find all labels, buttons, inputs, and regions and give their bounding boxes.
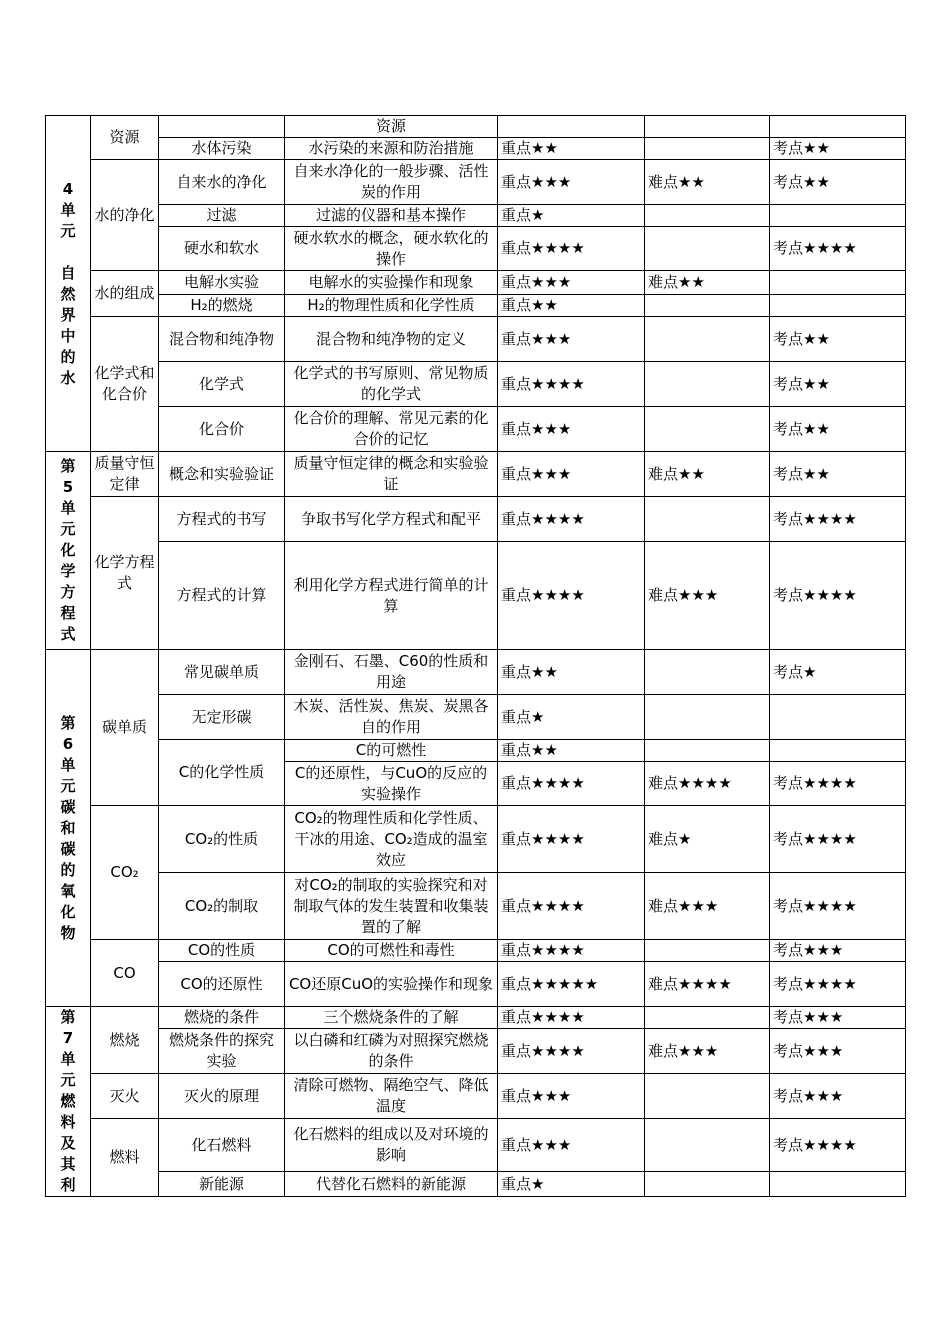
subtopic-cell: CO₂的制取 (159, 873, 285, 940)
subtopic-cell: 硬水和软水 (159, 227, 285, 271)
table-row (46, 295, 906, 317)
content-cell: CO的可燃性和毒性 (285, 940, 498, 962)
key-level-cell: 重点★★★ (498, 1074, 645, 1119)
exam-level-cell (770, 205, 906, 227)
table-row (46, 873, 906, 940)
key-level-cell: 重点★★★★ (498, 542, 645, 650)
exam-level-cell: 考点★★ (770, 452, 906, 497)
exam-level-cell: 考点★★★ (770, 1029, 906, 1074)
difficulty-level-cell (645, 205, 770, 227)
exam-level-cell: 考点★★★★ (770, 762, 906, 806)
difficulty-level-cell (645, 1119, 770, 1172)
exam-level-cell: 考点★★★ (770, 1007, 906, 1029)
table-row (46, 1029, 906, 1074)
exam-level-cell: 考点★★ (770, 317, 906, 362)
subtopic-cell: CO₂的性质 (159, 806, 285, 873)
content-cell: 对CO₂的制取的实验探究和对制取气体的发生装置和收集装置的了解 (285, 873, 498, 940)
difficulty-level-cell (645, 650, 770, 695)
key-level-cell: 重点★ (498, 1172, 645, 1197)
key-level-cell: 重点★★★ (498, 452, 645, 497)
key-level-cell: 重点★★★★ (498, 1029, 645, 1074)
key-level-cell: 重点★★★★ (498, 362, 645, 407)
subtopic-cell: 无定形碳 (159, 695, 285, 740)
content-cell: 过滤的仪器和基本操作 (285, 205, 498, 227)
exam-level-cell: 考点★★ (770, 138, 906, 160)
difficulty-level-cell: 难点★★ (645, 271, 770, 295)
key-level-cell: 重点★★ (498, 650, 645, 695)
topic-cell: 化学式和化合价 (91, 317, 159, 452)
difficulty-level-cell (645, 227, 770, 271)
exam-level-cell: 考点★★ (770, 407, 906, 452)
subtopic-cell: 燃烧条件的探究实验 (159, 1029, 285, 1074)
table-row (46, 160, 906, 205)
subtopic-cell: 燃烧的条件 (159, 1007, 285, 1029)
content-cell: 电解水的实验操作和现象 (285, 271, 498, 295)
difficulty-level-cell (645, 1074, 770, 1119)
difficulty-level-cell: 难点★★ (645, 160, 770, 205)
content-cell: CO₂的物理性质和化学性质、干冰的用途、CO₂造成的温室效应 (285, 806, 498, 873)
table-row (46, 962, 906, 1007)
table-row (46, 205, 906, 227)
subtopic-cell: 水体污染 (159, 138, 285, 160)
content-cell: 以白磷和红磷为对照探究燃烧的条件 (285, 1029, 498, 1074)
difficulty-level-cell (645, 1007, 770, 1029)
difficulty-level-cell: 难点★★★ (645, 873, 770, 940)
exam-level-cell: 考点★★★ (770, 940, 906, 962)
key-level-cell: 重点★★★★ (498, 497, 645, 542)
unit-label: 4 单 元 自 然 界 中 的 水 (60, 179, 76, 387)
table-row (46, 1007, 906, 1029)
topic-cell: 质量守恒定律 (91, 452, 159, 497)
difficulty-level-cell (645, 116, 770, 138)
subtopic-cell: CO的还原性 (159, 962, 285, 1007)
topic-cell: 碳单质 (91, 650, 159, 806)
table-row (46, 806, 906, 873)
key-level-cell: 重点★ (498, 695, 645, 740)
unit-cell (46, 452, 91, 650)
content-cell: 硬水软水的概念，硬水软化的操作 (285, 227, 498, 271)
content-cell: 混合物和纯净物的定义 (285, 317, 498, 362)
topic-cell: 化学方程式 (91, 497, 159, 650)
exam-level-cell: 考点★★★★ (770, 497, 906, 542)
subtopic-cell: CO的性质 (159, 940, 285, 962)
unit-label: 第 5 单 元 化 学 方 程 式 (60, 457, 76, 643)
key-level-cell (498, 116, 645, 138)
exam-level-cell: 考点★★★★ (770, 806, 906, 873)
key-level-cell: 重点★★★★ (498, 227, 645, 271)
difficulty-level-cell: 难点★★★★ (645, 962, 770, 1007)
subtopic-cell: 常见碳单质 (159, 650, 285, 695)
content-cell: 水污染的来源和防治措施 (285, 138, 498, 160)
content-cell: H₂的物理性质和化学性质 (285, 295, 498, 317)
table-row (46, 1119, 906, 1172)
exam-level-cell (770, 116, 906, 138)
unit-cell (46, 1007, 91, 1197)
key-level-cell: 重点★★ (498, 295, 645, 317)
topic-cell: CO₂ (91, 806, 159, 940)
exam-level-cell (770, 271, 906, 295)
key-level-cell: 重点★★★★ (498, 762, 645, 806)
content-cell: CO还原CuO的实验操作和现象 (285, 962, 498, 1007)
exam-level-cell: 考点★★★★ (770, 962, 906, 1007)
exam-level-cell: 考点★★ (770, 160, 906, 205)
table-row (46, 362, 906, 407)
difficulty-level-cell (645, 362, 770, 407)
topic-cell: 燃烧 (91, 1007, 159, 1074)
content-cell: 三个燃烧条件的了解 (285, 1007, 498, 1029)
difficulty-level-cell (645, 1172, 770, 1197)
content-cell: 化石燃料的组成以及对环境的影响 (285, 1119, 498, 1172)
difficulty-level-cell (645, 138, 770, 160)
exam-level-cell: 考点★★ (770, 362, 906, 407)
subtopic-cell: 电解水实验 (159, 271, 285, 295)
subtopic-cell: 灭火的原理 (159, 1074, 285, 1119)
topic-cell: 灭火 (91, 1074, 159, 1119)
exam-level-cell (770, 740, 906, 762)
subtopic-cell: 化石燃料 (159, 1119, 285, 1172)
difficulty-level-cell: 难点★★★ (645, 1029, 770, 1074)
difficulty-level-cell (645, 497, 770, 542)
table-row (46, 452, 906, 497)
topic-cell: 资源 (91, 116, 159, 160)
topic-cell: CO (91, 940, 159, 1007)
topic-cell: 水的净化 (91, 160, 159, 271)
exam-level-cell: 考点★★★★ (770, 542, 906, 650)
content-cell: 资源 (285, 116, 498, 138)
subtopic-cell: 化合价 (159, 407, 285, 452)
table-row (46, 650, 906, 695)
table-row (46, 317, 906, 362)
content-cell: 代替化石燃料的新能源 (285, 1172, 498, 1197)
unit-cell (46, 116, 91, 452)
exam-level-cell (770, 295, 906, 317)
key-level-cell: 重点★★★ (498, 160, 645, 205)
key-level-cell: 重点★★ (498, 138, 645, 160)
key-level-cell: 重点★★★ (498, 317, 645, 362)
subtopic-cell: 化学式 (159, 362, 285, 407)
knowledge-table (45, 115, 906, 1197)
subtopic-cell: 新能源 (159, 1172, 285, 1197)
content-cell: 金刚石、石墨、C60的性质和用途 (285, 650, 498, 695)
content-cell: 自来水净化的一般步骤、活性炭的作用 (285, 160, 498, 205)
exam-level-cell: 考点★ (770, 650, 906, 695)
subtopic-cell: 概念和实验验证 (159, 452, 285, 497)
difficulty-level-cell: 难点★★★ (645, 542, 770, 650)
content-cell: 化合价的理解、常见元素的化合价的记忆 (285, 407, 498, 452)
table-row (46, 695, 906, 740)
key-level-cell: 重点★★★★ (498, 940, 645, 962)
subtopic-cell (159, 116, 285, 138)
table-row (46, 1074, 906, 1119)
unit-label: 第 6 单 元 碳 和 碳 的 氧 化 物 (60, 713, 76, 942)
table-row (46, 740, 906, 762)
topic-cell: 燃料 (91, 1119, 159, 1197)
table-row (46, 227, 906, 271)
key-level-cell: 重点★★★★ (498, 1007, 645, 1029)
table-row (46, 1172, 906, 1197)
content-cell: 化学式的书写原则、常见物质的化学式 (285, 362, 498, 407)
table-row (46, 542, 906, 650)
difficulty-level-cell: 难点★★ (645, 452, 770, 497)
key-level-cell: 重点★★★★ (498, 806, 645, 873)
exam-level-cell (770, 1172, 906, 1197)
key-level-cell: 重点★★★★ (498, 873, 645, 940)
key-level-cell: 重点★ (498, 205, 645, 227)
difficulty-level-cell (645, 740, 770, 762)
key-level-cell: 重点★★★ (498, 407, 645, 452)
unit-cell (46, 650, 91, 1007)
subtopic-cell: 方程式的书写 (159, 497, 285, 542)
difficulty-level-cell (645, 317, 770, 362)
content-cell: C的可燃性 (285, 740, 498, 762)
key-level-cell: 重点★★★ (498, 1119, 645, 1172)
exam-level-cell: 考点★★★ (770, 1074, 906, 1119)
topic-cell: 水的组成 (91, 271, 159, 317)
table-row (46, 407, 906, 452)
subtopic-cell: 自来水的净化 (159, 160, 285, 205)
difficulty-level-cell: 难点★ (645, 806, 770, 873)
exam-level-cell: 考点★★★★ (770, 1119, 906, 1172)
exam-level-cell: 考点★★★★ (770, 873, 906, 940)
unit-label: 第 7 单 元 燃 料 及 其 利 (60, 1008, 76, 1194)
content-cell: C的还原性，与CuO的反应的实验操作 (285, 762, 498, 806)
subtopic-cell: C的化学性质 (159, 740, 285, 806)
content-cell: 争取书写化学方程式和配平 (285, 497, 498, 542)
subtopic-cell: 过滤 (159, 205, 285, 227)
content-cell: 利用化学方程式进行简单的计算 (285, 542, 498, 650)
key-level-cell: 重点★★★ (498, 271, 645, 295)
subtopic-cell: H₂的燃烧 (159, 295, 285, 317)
exam-level-cell (770, 695, 906, 740)
table-row (46, 497, 906, 542)
key-level-cell: 重点★★ (498, 740, 645, 762)
table-row (46, 116, 906, 138)
table-row (46, 138, 906, 160)
exam-level-cell: 考点★★★★ (770, 227, 906, 271)
difficulty-level-cell (645, 940, 770, 962)
difficulty-level-cell (645, 407, 770, 452)
key-level-cell: 重点★★★★★ (498, 962, 645, 1007)
content-cell: 质量守恒定律的概念和实验验证 (285, 452, 498, 497)
table-row (46, 940, 906, 962)
content-cell: 木炭、活性炭、焦炭、炭黑各自的作用 (285, 695, 498, 740)
subtopic-cell: 混合物和纯净物 (159, 317, 285, 362)
difficulty-level-cell (645, 295, 770, 317)
subtopic-cell: 方程式的计算 (159, 542, 285, 650)
difficulty-level-cell (645, 695, 770, 740)
content-cell: 清除可燃物、隔绝空气、降低温度 (285, 1074, 498, 1119)
difficulty-level-cell: 难点★★★★ (645, 762, 770, 806)
table-row (46, 271, 906, 295)
